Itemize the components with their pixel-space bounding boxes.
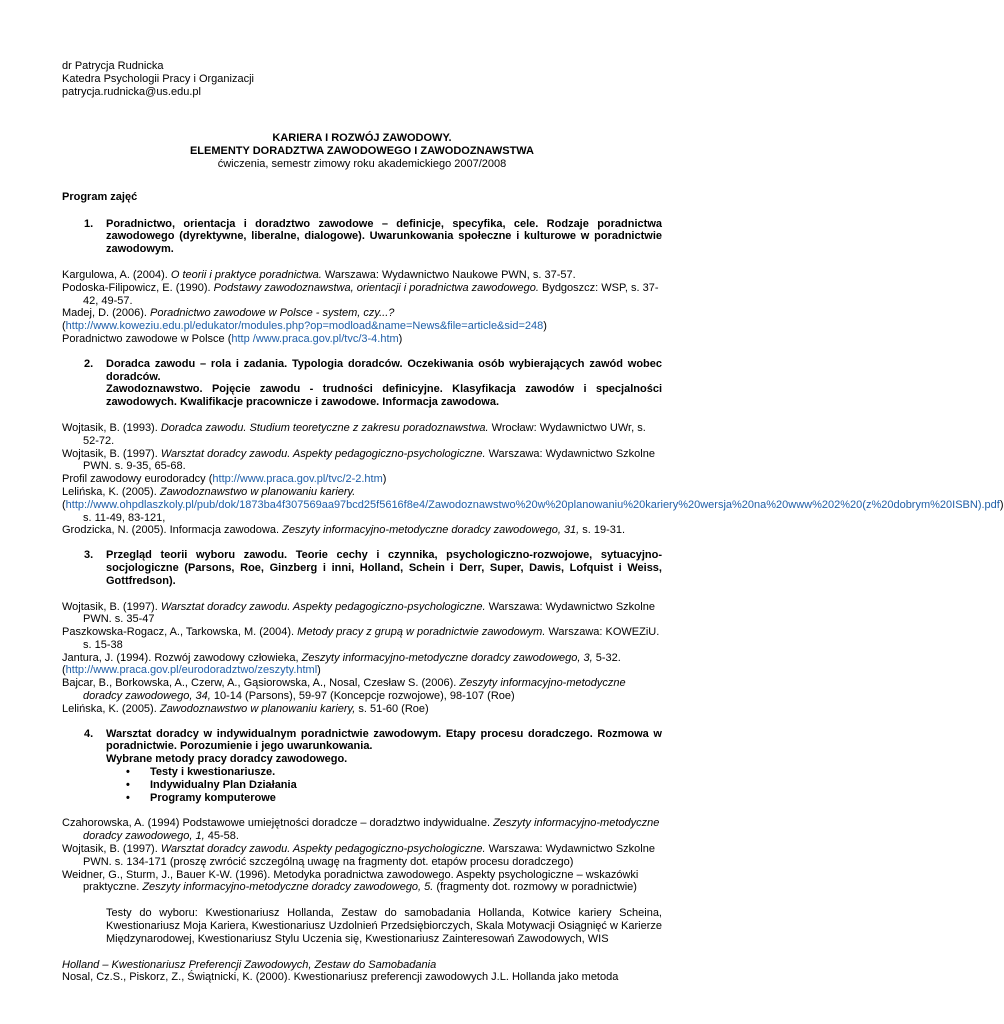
methods-list [106, 766, 662, 804]
topic-text: Przegląd teorii wyboru zawodu. Teorie cechy i czynnika, psychologiczno-rozwojowe, sytuacyjno-socjologiczne (Parsons, Roe, Ginzberg i inni, Holland, Schein i Derr, Super, Dawis, Lofquist i Weiss, Gottfredson). [106, 549, 662, 587]
author-email[interactable]: patrycja.rudnicka@us.edu.pl [62, 85, 201, 98]
method-item [106, 766, 662, 779]
reference-entry: Grodzicka, N. (2005). Informacja zawodowa. Zeszyty informacyjno-metodyczne doradcy zawodowego, 31, s. 19-31. [62, 524, 626, 537]
reference-entry: Poradnictwo zawodowe w Polsce (http /www.praca.gov.pl/tvc/3-4.htm) [62, 332, 403, 345]
reference-entry: Lelińska, K. (2005). Zawodoznawstwo w planowaniu kariery, s. 51-60 (Roe) [62, 702, 429, 715]
reference-entry: Wojtasik, B. (1997). Warsztat doradcy zawodu. Aspekty pedagogiczno-psychologiczne. Warszawa: Wydawnictwo Szkolne PWN. s. 9-35, 65-68. [62, 447, 655, 473]
bullet-icon: • [126, 791, 130, 804]
topic-4-references [62, 817, 662, 894]
title-subtitle: ćwiczenia, semestr zimowy roku akademickiego 2007/2008 [217, 157, 507, 170]
method-label: Programy komputerowe [150, 791, 276, 804]
reference-link[interactable]: http://www.praca.gov.pl/tvc/2-2.htm [212, 473, 383, 486]
topic-text: Doradca zawodu – rola i zadania. Typologia doradców. Oczekiwania osób wybierających zawód wobec doradców. [106, 357, 662, 383]
reference-entry: Wojtasik, B. (1993). Doradca zawodu. Studium teoretyczne z zakresu poradoznawstwa. Wrocław: Wydawnictwo UWr, s. 52-72. [62, 421, 646, 447]
topic-4 [62, 728, 662, 805]
topic-1-references [62, 269, 662, 346]
author-name: dr Patrycja Rudnicka [62, 60, 164, 72]
topic-text: Warsztat doradcy w indywidualnym poradnictwie zawodowym. Etapy procesu doradczego. Rozmowa w poradnictwie. Porozumienie i jego uwarunkowania. [106, 727, 662, 753]
topic-2 [62, 358, 662, 409]
method-label: Testy i kwestionariusze. [150, 766, 276, 779]
method-label: Indywidualny Plan Działania [150, 778, 297, 791]
reference-entry: Wojtasik, B. (1997). Warsztat doradcy zawodu. Aspekty pedagogiczno-psychologiczne. Warszawa: Wydawnictwo Szkolne PWN. s. 134-171 (proszę zwrócić szczególną uwagę na fragmenty dot. etapów procesu doradczego) [62, 843, 655, 868]
reference-entry: Weidner, G., Sturm, J., Bauer K-W. (1996). Metodyka poradnictwa zawodowego. Aspekty psychologiczne – wskazówki praktyczne. Zeszyty informacyjno-metodyczne doradcy zawodowego, 5. (fragmenty dot. rozmowy w poradnictwie) [62, 868, 639, 894]
method-item [106, 792, 662, 805]
reference-link[interactable]: http://www.koweziu.edu.pl/edukator/modules.php?op=modload&name=News&file=article&sid=248 [65, 320, 544, 333]
title-line-1: KARIERA I ROZWÓJ ZAWODOWY. [272, 132, 452, 145]
bullet-icon: • [126, 778, 130, 791]
topic-3 [62, 549, 662, 587]
topic-text-secondary: Zawodoznawstwo. Pojęcie zawodu - trudności definicyjne. Klasyfikacja zawodów i specjalności zawodowych. Kwalifikacje pracownicze i zawodowe. Informacja zawodowa. [106, 383, 662, 409]
tail-heading: Holland – Kwestionariusz Preferencji Zawodowych, Zestaw do Samobadania [62, 958, 437, 971]
topic-text-secondary: Wybrane metody pracy doradcy zawodowego. [106, 753, 348, 766]
reference-link[interactable]: http://www.ohpdlaszkoly.pl/pub/dok/1873ba4f307569aa97bcd25f5616f8e4/Zawodoznawstwo%20w%20planowaniu%20kariery%20wersja%20na%20www%202%20(z%20dobrym%20ISBN).pdf [65, 498, 1000, 511]
reference-link[interactable]: http /www.praca.gov.pl/tvc/3-4.htm [231, 332, 399, 345]
reference-entry: (http://www.koweziu.edu.pl/edukator/modules.php?op=modload&name=News&file=article&sid=248) [62, 320, 547, 333]
topic-number: 2. [84, 357, 94, 370]
topic-3-references [62, 601, 662, 716]
tail-block [62, 959, 662, 985]
document-page [62, 60, 1004, 984]
reference-entry: Jantura, J. (1994). Rozwój zawodowy człowieka, Zeszyty informacyjno-metodyczne doradcy zawodowego, 3, 5-32. [62, 651, 621, 664]
topic-text: Poradnictwo, orientacja i doradztwo zawodowe – definicje, specyfika, cele. Rodzaje poradnictwa zawodowego (dyrektywne, liberalne, dialogowe). Uwarunkowania społeczne i kulturowe w poradnictwie zawodowym. [106, 217, 662, 256]
method-item [106, 779, 662, 792]
program-heading: Program zajęć [62, 190, 138, 203]
topic-number: 3. [84, 549, 94, 562]
tests-note: Testy do wyboru: Kwestionariusz Hollanda, Zestaw do samobadania Hollanda, Kotwice kariery Scheina, Kwestionariusz Moja Kariera, Kwestionariusz Uzdolnień Przedsiębiorczych, Skala Motywacji Osiągnięć w Karierze Międzynarodowej, Kwestionariusz Stylu Uczenia się, Kwestionariusz Zainteresowań Zawodowych, WIS [106, 907, 662, 945]
reference-entry: Paszkowska-Rogacz, A., Tarkowska, M. (2004). Metody pracy z grupą w poradnictwie zawodowym. Warszawa: KOWEZiU. s. 15-38 [62, 626, 660, 651]
reference-entry: (http://www.ohpdlaszkoly.pl/pub/dok/1873ba4f307569aa97bcd25f5616f8e4/Zawodoznawstwo%20w%20planowaniu%20kariery%20wersja%20na%20www%202%20(z%20dobrym%20ISBN).pdf) s. 11-49, 83-121, [62, 498, 1004, 524]
topics-list [62, 217, 1004, 946]
reference-entry: Podoska-Filipowicz, E. (1990). Podstawy zawodoznawstwa, orientacji i poradnictwa zawodowego. Bydgoszcz: WSP, s. 37-42, 49-57. [62, 281, 659, 307]
reference-entry: Kargulowa, A. (2004). O teorii i praktyce poradnictwa. Warszawa: Wydawnictwo Naukowe PWN, s. 37-57. [62, 268, 576, 281]
topic-number: 1. [84, 217, 94, 230]
topic-1 [62, 218, 662, 256]
topic-2-references [62, 421, 1004, 537]
title-line-2: ELEMENTY DORADZTWA ZAWODOWEGO I ZAWODOZNAWSTWA [189, 145, 535, 158]
author-block [62, 60, 662, 98]
reference-entry: Madej, D. (2006). Poradnictwo zawodowe w Polsce - system, czy...? [62, 307, 395, 320]
author-department: Katedra Psychologii Pracy i Organizacji [62, 72, 254, 85]
tail-line: Nosal, Cz.S., Piskorz, Z., Świątnicki, K. (2000). Kwestionariusz preferencji zawodowych J.L. Hollanda jako metoda [62, 971, 619, 984]
bullet-icon: • [126, 766, 130, 779]
reference-entry: Czahorowska, A. (1994) Podstawowe umiejętności doradcze – doradztwo indywidualne. Zeszyty informacyjno-metodyczne doradcy zawodowego, 1, 45-58. [62, 817, 660, 843]
reference-entry: (http://www.praca.gov.pl/eurodoradztwo/zeszyty.html) [62, 664, 321, 677]
reference-link[interactable]: http://www.praca.gov.pl/eurodoradztwo/zeszyty.html [65, 664, 318, 677]
reference-entry: Profil zawodowy eurodoradcy (http://www.praca.gov.pl/tvc/2-2.htm) [62, 473, 387, 486]
topic-number: 4. [84, 727, 94, 740]
reference-entry: Lelińska, K. (2005). Zawodoznawstwo w planowaniu kariery. [62, 485, 356, 498]
document-title [62, 132, 662, 170]
reference-entry: Wojtasik, B. (1997). Warsztat doradcy zawodu. Aspekty pedagogiczno-psychologiczne. Warszawa: Wydawnictwo Szkolne PWN. s. 35-47 [62, 600, 655, 626]
reference-entry: Bajcar, B., Borkowska, A., Czerw, A., Gąsiorowska, A., Nosal, Czesław S. (2006). Zeszyty informacyjno-metodyczne doradcy zawodowego, 34, 10-14 (Parsons), 59-97 (Koncepcje rozwojowe), 98-107 (Roe) [62, 677, 626, 703]
